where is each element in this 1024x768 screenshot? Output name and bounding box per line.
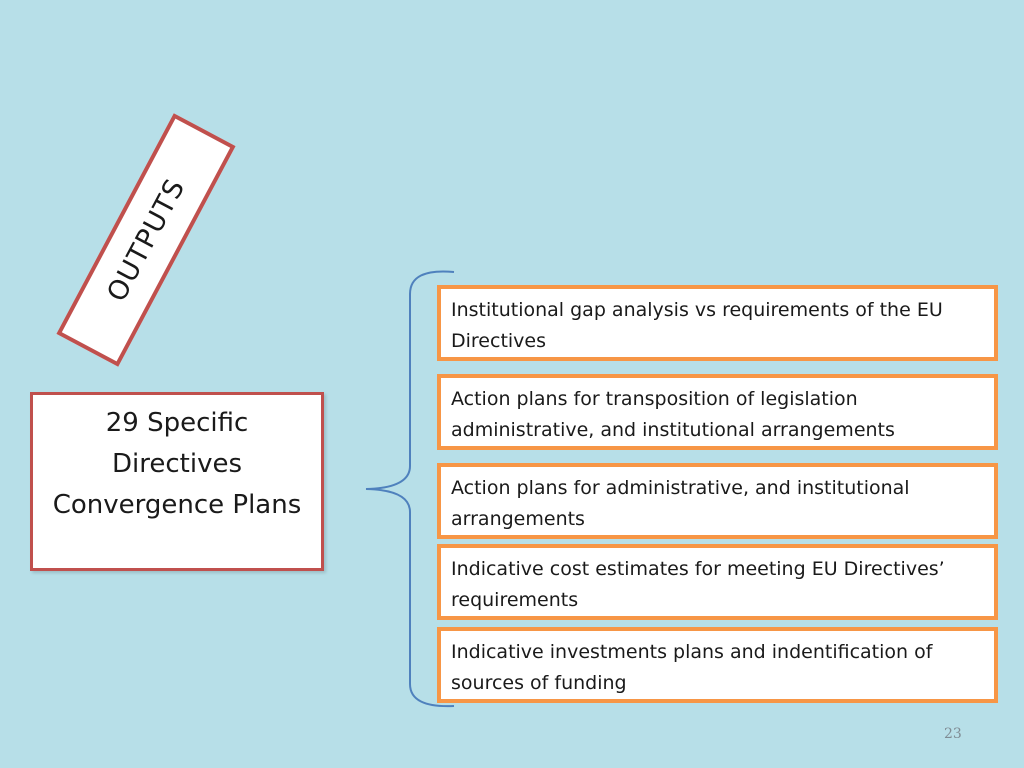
source-line-2: Directives xyxy=(112,449,242,479)
output-box-investment-plans xyxy=(437,627,998,703)
output-text: Action plans for transposition of legislation administrative, and institutional arrangements xyxy=(451,388,895,441)
output-text: Action plans for administrative, and institutional arrangements xyxy=(451,477,910,530)
outputs-label: OUTPUTS xyxy=(100,173,192,307)
output-box-gap-analysis xyxy=(437,285,998,361)
output-box-transposition-plans xyxy=(437,374,998,450)
output-box-cost-estimates xyxy=(437,544,998,620)
source-line-1: 29 Specific xyxy=(105,408,249,438)
output-box-administrative-plans xyxy=(437,463,998,539)
source-box xyxy=(30,392,324,571)
output-text: Indicative investments plans and indentification of sources of funding xyxy=(451,641,933,694)
outputs-tag xyxy=(56,113,235,367)
page-number: 23 xyxy=(944,726,962,742)
output-text: Indicative cost estimates for meeting EU Directives’ requirements xyxy=(451,558,945,611)
output-text: Institutional gap analysis vs requirements of the EU Directives xyxy=(451,299,943,352)
source-line-3: Convergence Plans xyxy=(52,490,302,520)
